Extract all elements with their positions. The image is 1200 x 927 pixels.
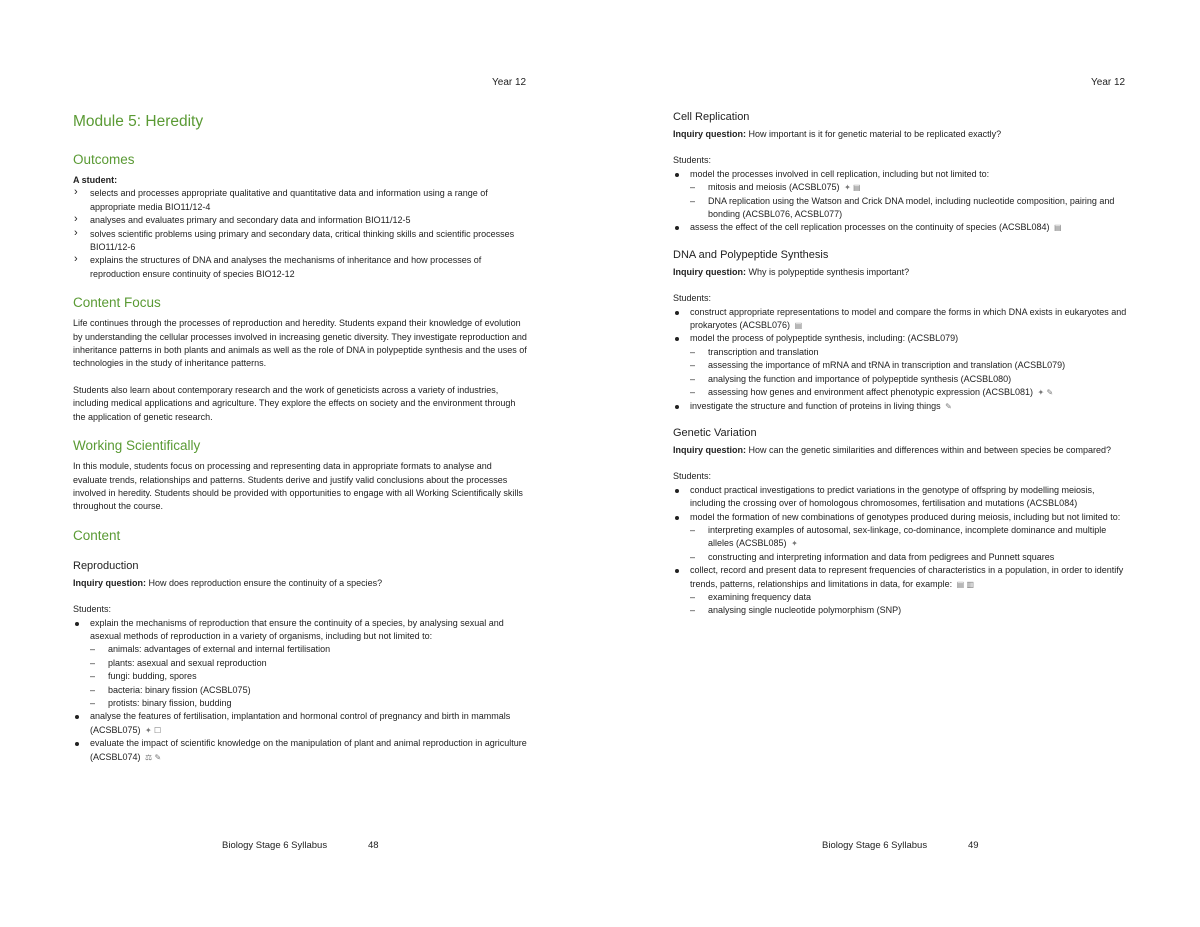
reproduction-list [73, 617, 528, 764]
right-page [600, 0, 1200, 927]
sub-list-item: – analysing single nucleotide polymorphism (SNP) [673, 604, 1128, 617]
sub-list-item: – constructing and interpreting information and data from pedigrees and Punnett squares [673, 551, 1128, 564]
dna-synthesis-list [673, 306, 1128, 413]
sub-list-item: – animals: advantages of external and internal fertilisation [73, 643, 528, 656]
cell-replication-title: Cell Replication [673, 111, 750, 123]
reproduction-title: Reproduction [73, 559, 139, 572]
skill-icons: ▤ [794, 321, 803, 331]
list-item: model the formation of new combinations of genotypes produced during meiosis, including but not limited to: – interpreting examples of autosomal, sex-linkage, co-dominance, incomplete dominance and multiple alleles (ACSBL085) ✦ – constructing and interpreting information and data from pedigrees and Punnett squares [673, 511, 1128, 565]
inquiry-question: Inquiry question: How does reproduction ensure the continuity of a species? [73, 577, 383, 588]
skill-icons: ▤ [1054, 223, 1062, 233]
page-header: Year 12 [492, 77, 527, 88]
working-scientifically-para: In this module, students focus on processing and representing data in appropriate formats to analyse and evaluate trends, relationships and patterns. Students derive and justify valid conclusions about the processes involved in heredity. Students should be provided with opportunities to engage with all Working Scientifically skills throughout the course. [73, 461, 523, 512]
inquiry-question: Inquiry question: How important is it for genetic material to be replicated exactly? [673, 129, 1002, 139]
footer-title: Biology Stage 6 Syllabus [222, 840, 328, 851]
sub-list-item: – plants: asexual and sexual reproduction [73, 657, 528, 670]
outcome-item: › explains the structures of DNA and analyses the mechanisms of inheritance and how processes of reproduction ensure continuity of species BIO12-12 [73, 254, 528, 281]
inquiry-question: Inquiry question: Why is polypeptide synthesis important? [673, 266, 910, 277]
content-focus-para: Life continues through the processes of reproduction and heredity. Students expand their knowledge of evolution by understanding the cellular processes involved in increasing genetic diversity. They investigate reproduction and inheritance patterns in both plants and animals as well as the role of DNA in polypeptide synthesis and the uses of technologies in the study of inheritance patterns. [73, 318, 527, 369]
list-item: construct appropriate representations to model and compare the forms in which DNA exists in eukaryotes and prokaryotes (ACSBL076) ▤ [673, 306, 1128, 333]
sub-list-item: – interpreting examples of autosomal, sex-linkage, co-dominance, incomplete dominance and multiple alleles (ACSBL085) ✦ [673, 524, 1128, 551]
list-item: assess the effect of the cell replication processes on the continuity of species (ACSBL084) ▤ [673, 221, 1128, 234]
students-label: Students: [673, 155, 712, 166]
sub-list-item: – DNA replication using the Watson and Crick DNA model, including nucleotide composition, pairing and bonding (ACSBL076, ACSBL077) [673, 195, 1128, 222]
sub-list-item: – assessing the importance of mRNA and tRNA in transcription and translation (ACSBL079) [673, 359, 1128, 372]
list-item: investigate the structure and function of proteins in living things ✎ [673, 400, 1128, 413]
outcomes-list [73, 187, 528, 281]
sub-list-item: – protists: binary fission, budding [73, 697, 528, 710]
right-content [673, 110, 1128, 618]
list-item: explain the mechanisms of reproduction that ensure the continuity of a species, by analysing sexual and asexual methods of reproduction in a variety of organisms, including but not limited to: – animals: advantages of external and internal fertilisation – plants: asexual and sexual reproduction – fungi: budding, spores – bacteria: binary fission (ACSBL075) – protists: binary fission, budding [73, 617, 528, 711]
students-label: Students: [673, 293, 712, 304]
working-scientifically-heading: Working Scientifically [73, 438, 201, 454]
outcome-item: › analyses and evaluates primary and secondary data and information BIO11/12-5 [73, 214, 528, 227]
page-number: 49 [968, 840, 979, 851]
outcome-item: › selects and processes appropriate qualitative and quantitative data and information using a range of appropriate media BIO11/12-4 [73, 187, 528, 214]
page-header: Year 12 [1091, 77, 1126, 88]
list-item: evaluate the impact of scientific knowledge on the manipulation of plant and animal reproduction in agriculture (ACSBL074) ⚖ ✎ [73, 737, 528, 764]
sub-list-item: – examining frequency data [673, 591, 1128, 604]
dna-synthesis-title: DNA and Polypeptide Synthesis [673, 248, 829, 261]
skill-icons: ▤ ▥ [956, 579, 974, 589]
module-title: Module 5: Heredity [73, 113, 204, 130]
sub-list-item: – bacteria: binary fission (ACSBL075) [73, 684, 528, 697]
list-item: conduct practical investigations to predict variations in the genotype of offspring by modelling meiosis, including the crossing over of homologous chromosomes, fertilisation and mutations (ACSBL084) [673, 484, 1128, 511]
list-item: model the processes involved in cell replication, including but not limited to: – mitosis and meiosis (ACSBL075) ✦ ▤ – DNA replication using the Watson and Crick DNA model, including nucleotide composition, pairing and bonding (ACSBL076, ACSBL077) [673, 168, 1128, 222]
content-focus-para: Students also learn about contemporary research and the work of geneticists across a variety of industries, including medical applications and agriculture. They explore the effects on society and the environment through the application of genetic research. [73, 384, 516, 422]
inquiry-question: Inquiry question: How can the genetic similarities and differences within and between species be compared? [673, 444, 1112, 455]
sub-list-item: – transcription and translation [673, 346, 1128, 359]
list-item: analyse the features of fertilisation, implantation and hormonal control of pregnancy and birth in mammals (ACSBL075) ✦ ☐ [73, 710, 528, 737]
genetic-variation-title: Genetic Variation [673, 426, 757, 439]
skill-icons: ✦ ✎ [1037, 388, 1054, 398]
page-footer [222, 840, 379, 851]
skill-icons: ⚖ ✎ [145, 752, 162, 762]
skill-icons: ✦ ▤ [844, 183, 861, 193]
skill-icons: ✦ [791, 539, 798, 549]
skill-icons: ✎ [945, 401, 952, 411]
list-item: model the process of polypeptide synthesis, including: (ACSBL079) – transcription and translation – assessing the importance of mRNA and tRNA in transcription and translation (ACSBL079) – analysing the function and importance of polypeptide synthesis (ACSBL080) – assessing how genes and environment affect phenotypic expression (ACSBL081) ✦ ✎ [673, 332, 1128, 399]
page-footer [822, 840, 979, 851]
left-content [73, 112, 528, 764]
students-label: Students: [73, 604, 112, 615]
sub-list-item: – analysing the function and importance of polypeptide synthesis (ACSBL080) [673, 373, 1128, 386]
footer-title: Biology Stage 6 Syllabus [822, 840, 928, 851]
skill-icons: ✦ ☐ [145, 725, 162, 735]
content-focus-heading: Content Focus [73, 295, 161, 311]
students-label: Students: [673, 471, 712, 482]
sub-list-item: – mitosis and meiosis (ACSBL075) ✦ ▤ [673, 181, 1128, 194]
sub-list-item: – assessing how genes and environment affect phenotypic expression (ACSBL081) ✦ ✎ [673, 386, 1128, 399]
genetic-variation-list [673, 484, 1128, 618]
outcome-item: › solves scientific problems using primary and secondary data, critical thinking skills and scientific processes BIO11/12-6 [73, 228, 528, 255]
page-number: 48 [368, 840, 379, 851]
content-heading: Content [73, 527, 121, 543]
outcomes-intro: A student: [73, 175, 118, 185]
list-item: collect, record and present data to represent frequencies of characteristics in a population, in order to identify trends, patterns, relationships and limitations in data, for example: ▤ ▥ – examining frequency data – analysing single nucleotide polymorphism (SNP) [673, 564, 1128, 618]
sub-list-item: – fungi: budding, spores [73, 670, 528, 683]
outcomes-heading: Outcomes [73, 152, 135, 167]
cell-replication-list [673, 168, 1128, 235]
